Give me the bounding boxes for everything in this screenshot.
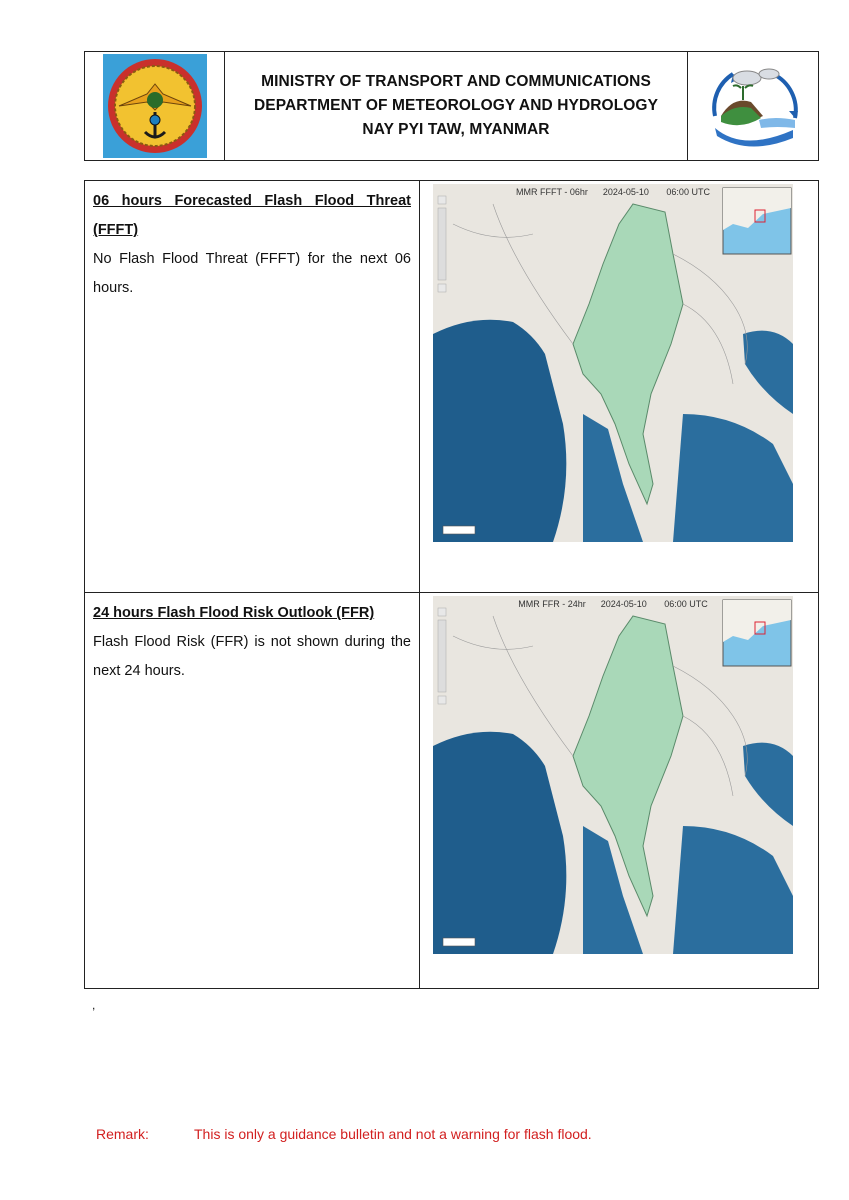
department-logo-cell — [687, 52, 818, 160]
letterhead — [84, 51, 819, 161]
hydrology-cycle-icon — [703, 56, 803, 156]
ffft-map — [433, 184, 793, 542]
ffft-description: No Flash Flood Threat (FFFT) for the next 06 hours. — [93, 251, 411, 296]
ffr-map-cell — [420, 593, 818, 988]
ffft-title: 06 hours Forecasted Flash Flood Threat (FFFT) — [93, 193, 411, 238]
remark-label: Remark: — [96, 1126, 149, 1142]
ministry-emblem-icon — [103, 54, 207, 158]
ministry-logo-cell — [85, 52, 225, 160]
ffr-title: 24 hours Flash Flood Risk Outlook (FFR) — [93, 605, 375, 621]
location-name: NAY PYI TAW, MYANMAR — [362, 121, 550, 138]
letterhead-text — [225, 52, 687, 160]
ffft-section — [85, 181, 818, 593]
ffft-map-label: MMR FFFT - 06hr 2024-05-10 06:00 UTC — [516, 187, 710, 197]
remark-text: This is only a guidance bulletin and not a warning for flash flood. — [194, 1126, 592, 1142]
ffr-text-cell — [85, 593, 420, 988]
ffr-description: Flash Flood Risk (FFR) is not shown during the next 24 hours. — [93, 634, 411, 679]
remark-line — [96, 1126, 592, 1142]
stray-mark: , — [92, 998, 96, 1012]
ffr-map-image — [433, 596, 793, 954]
ffft-map-image — [433, 184, 793, 542]
ffr-map-label: MMR FFR - 24hr 2024-05-10 06:00 UTC — [518, 599, 708, 609]
ministry-name: MINISTRY OF TRANSPORT AND COMMUNICATIONS — [261, 73, 651, 90]
department-name: DEPARTMENT OF METEOROLOGY AND HYDROLOGY — [253, 97, 659, 114]
ffr-section — [85, 593, 818, 988]
ffft-map-cell — [420, 181, 818, 592]
bulletin-table — [84, 180, 819, 989]
ffr-map — [433, 596, 793, 954]
ffft-text-cell — [85, 181, 420, 592]
